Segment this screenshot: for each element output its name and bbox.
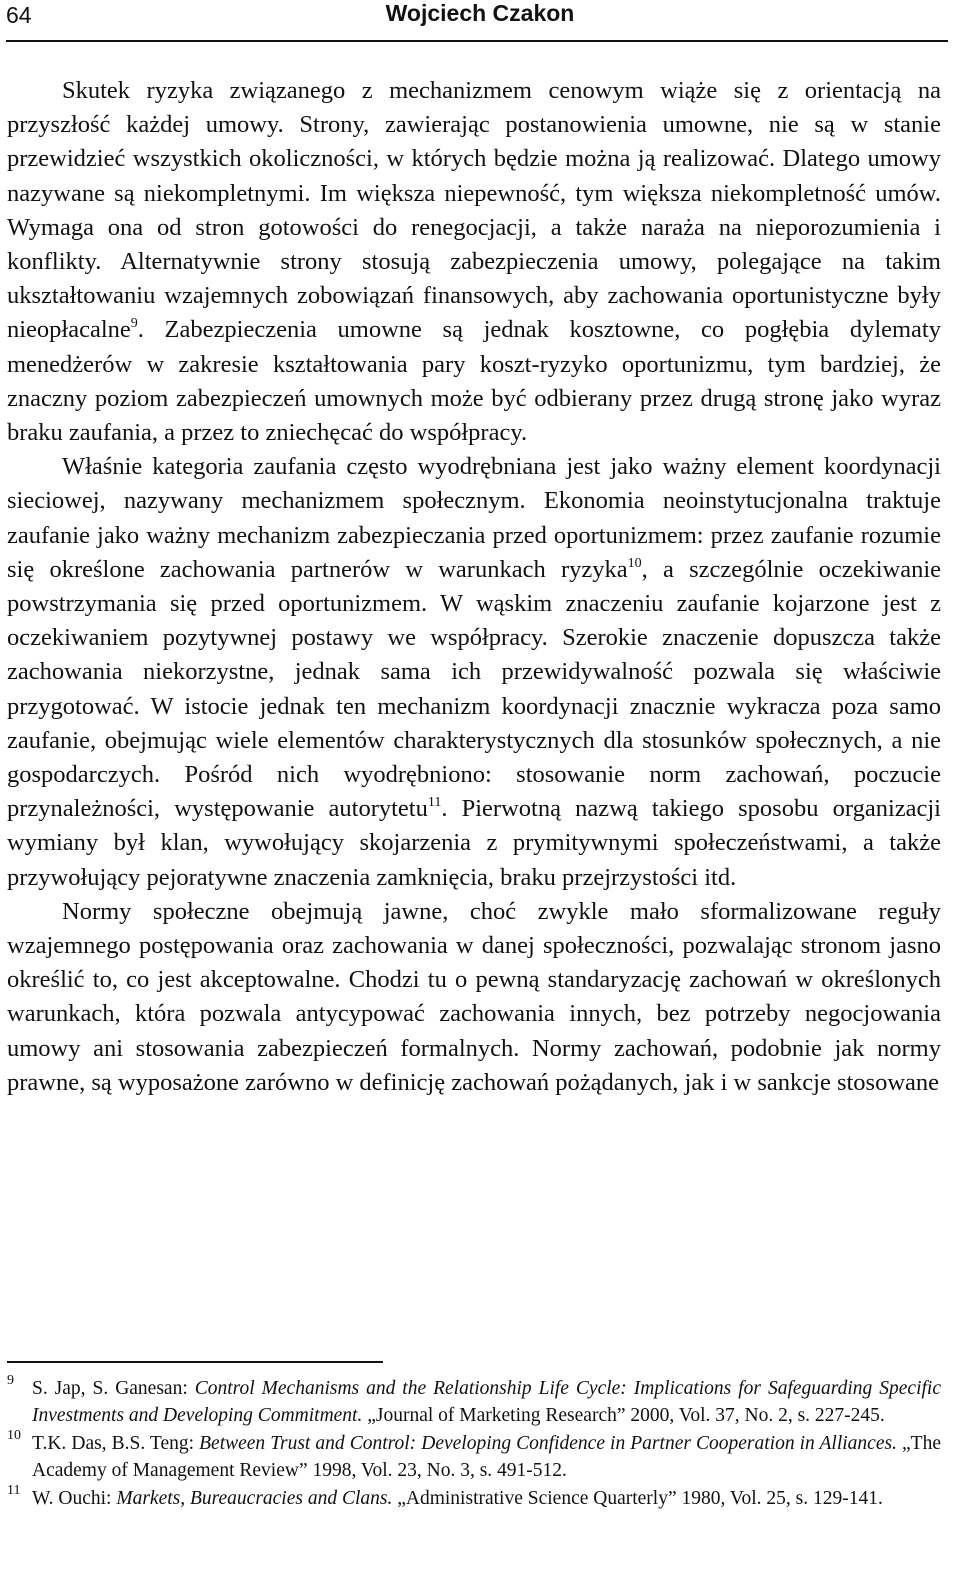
main-text <box>7 74 941 1100</box>
paragraph-1 <box>7 74 941 450</box>
footnote-number: 11 <box>7 1482 21 1498</box>
footnote-authors: S. Jap, S. Ganesan: <box>32 1378 195 1399</box>
header-rule <box>6 40 948 42</box>
footnotes <box>7 1375 941 1512</box>
paragraph-1-text-a: Skutek ryzyka związanego z mechanizmem cenowym wiąże się z orientacją na przyszłość każdej umowy. Strony, zawierając postanowienia umowne, nie są w stanie przewidzieć wszystkich okoliczności, w których będzie można ją realizować. Dlatego umowy nazywane są niekompletnymi. Im większa niepewność, tym większa niekompletność umów. Wymaga ona od stron gotowości do renegocjacji, a także naraża na nieporozumienia i konflikty. Alternatywnie strony stosują zabezpieczenia umowy, polegające na takim ukształtowaniu wzajemnych zobowiązań finansowych, aby zachowania oportunistyczne były nieopłacalne <box>7 77 941 344</box>
page-number: 64 <box>6 2 32 28</box>
footnote-10 <box>7 1427 941 1485</box>
footnote-source: „The Academy of Management Review” 1998, Vol. 23, No. 3, s. 491-512. <box>32 1432 941 1482</box>
footnote-9 <box>7 1375 941 1430</box>
paragraph-3: Normy społeczne obejmują jawne, choć zwykle mało sformalizowane reguły wzajemnego postępowania oraz zachowania w danej społeczności, pozwalając stronom jasno określić to, co jest akceptowalne. Chodzi tu o pewną standaryzację zachowań w określonych warunkach, która pozwala antycypować zachowania innych, bez potrzeby negocjowania umowy ani stosowania zabezpieczeń formalnych. Normy zachowań, podobnie jak normy prawne, są wyposażone zarówno w definicję zachowań pożądanych, jak i w sankcje stosowane <box>7 897 941 1096</box>
footnote-source: „Administrative Science Quarterly” 1980, Vol. 25, s. 129-141. <box>392 1487 883 1509</box>
footnote-title: Between Trust and Control: Developing Confidence in Partner Cooperation in Alliances. <box>199 1432 897 1454</box>
running-head: Wojciech Czakon <box>385 0 575 26</box>
footnote-title: Control Mechanisms and the Relationship Life Cycle: Implications for Safeguarding Specific Investments and Developing Commitment. <box>32 1378 941 1427</box>
footnote-number: 9 <box>7 1373 14 1388</box>
paragraph-2 <box>7 450 941 895</box>
footnote-ref-10: 10 <box>627 555 642 571</box>
footnote-authors: W. Ouchi: <box>32 1487 117 1509</box>
paragraph-2-text-a: Właśnie kategoria zaufania często wyodrębniana jest jako ważny element koordynacji sieciowej, nazywany mechanizmem społecznym. Ekonomia neoinstytucjonalna traktuje zaufanie jako ważny mechanizm zabezpieczania przed oportunizmem: przez zaufanie rozumie się określone zachowania partnerów w warunkach ryzyka <box>7 453 941 583</box>
paragraph-2-text-c: . Pierwotną nazwą takiego sposobu organizacji wymiany był klan, wywołujący skojarzenia z prymitywnymi społeczeństwami, a także przywołujący pejoratywne znaczenia zamknięcia, braku przejrzystości itd. <box>7 795 941 891</box>
footnote-authors: T.K. Das, B.S. Teng: <box>32 1432 200 1454</box>
footnote-ref-11: 11 <box>427 795 442 811</box>
footnote-source: „Journal of Marketing Research” 2000, Vol. 37, No. 2, s. 227-245. <box>362 1405 885 1427</box>
footnote-11 <box>7 1482 941 1512</box>
footnote-rule <box>7 1361 383 1363</box>
paragraph-2-text-b: , a szczególnie oczekiwanie powstrzymania się przed oportunizmem. W wąskim znaczeniu zaufanie kojarzone jest z oczekiwaniem pozytywnej postawy we współpracy. Szerokie znaczenie dopuszcza także zachowania niekorzystne, jednak sama ich przewidywalność pozwala się właściwie przygotować. W istocie jednak ten mechanizm koordynacji znacznie wykracza poza samo zaufanie, obejmując wiele elementów charakterystycznych dla stosunków społecznych, a nie gospodarczych. Pośród nich wyodrębniono: stosowanie norm zachowań, poczucie przynależności, występowanie autorytetu <box>7 555 941 823</box>
paragraph-1-text-b: . Zabezpieczenia umowne są jednak kosztowne, co pogłębia dylematy menedżerów w zakresie kształtowania pary koszt-ryzyko oportunizmu, tym bardziej, że znaczny poziom zabezpieczeń umownych może być odbierany przez drugą stronę jako wyraz braku zaufania, a przez to zniechęcać do współpracy. <box>7 316 941 447</box>
footnote-ref-9: 9 <box>130 316 138 332</box>
footnote-number: 10 <box>7 1427 21 1443</box>
footnote-title: Markets, Bureaucracies and Clans. <box>116 1487 393 1509</box>
page-header <box>0 0 960 46</box>
